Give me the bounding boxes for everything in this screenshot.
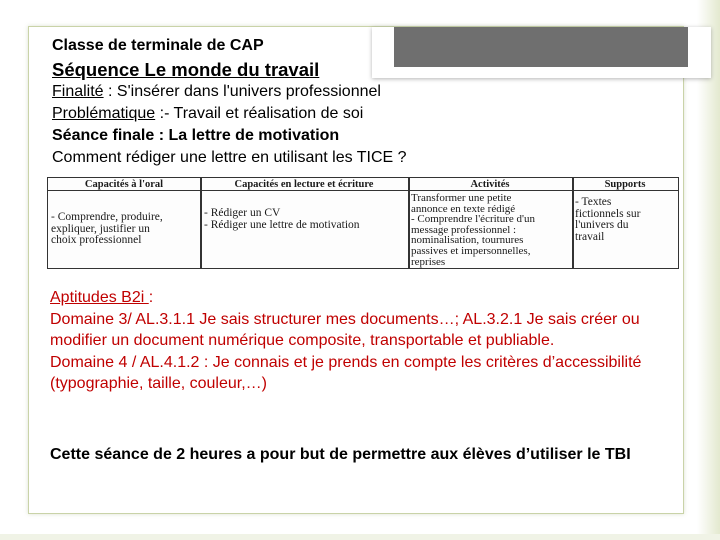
domaine4-text: Domaine 4 / AL.4.1.2 : Je connais et je prends en compte les critères d’accessibilité (typographie, taille, couleur,…) — [50, 353, 642, 392]
finalite-line — [52, 83, 381, 101]
table-header-lecture: Capacités en lecture et écriture — [200, 178, 408, 191]
question-line: Comment rédiger une lettre en utilisant les TICE ? — [52, 149, 407, 166]
aptitudes-colon: : — [148, 289, 154, 306]
title-tab-decoration — [372, 27, 711, 78]
class-line: Classe de terminale de CAP — [52, 37, 264, 54]
domaine3-text: Domaine 3/ AL.3.1.1 Je sais structurer mes documents…; AL.3.2.1 Je sais créer ou modifier un document numérique composite, transportable et publiable. — [50, 310, 640, 349]
finalite-label: Finalité — [52, 83, 104, 100]
title-tab-fill — [394, 27, 688, 67]
table-cell-lecture: - Rédiger un CV - Rédiger une lettre de motivation — [204, 207, 360, 231]
table-cell-activites: Transformer une petite annonce en texte rédigé - Comprendre l'écriture d'un message professionnel : nominalisation, tournures passives et impersonnelles, reprises — [411, 192, 536, 268]
table-header-supports: Supports — [572, 178, 678, 191]
finalite-text: : S'insérer dans l'univers professionnel — [103, 83, 381, 100]
table-divider — [408, 178, 410, 268]
seance-line: Séance finale : La lettre de motivation — [52, 127, 340, 144]
aptitudes-title: Aptitudes B2i — [50, 289, 149, 306]
table-header-oral: Capacités à l'oral — [48, 178, 200, 191]
capacities-table — [47, 177, 679, 269]
table-cell-supports: - Textes fictionnels sur l'univers du travail — [575, 196, 641, 243]
problematique-text: :- Travail et réalisation de soi — [155, 105, 364, 122]
table-header-activites: Activités — [408, 178, 572, 191]
problematique-line — [52, 105, 363, 123]
closing-statement: Cette séance de 2 heures a pour but de permettre aux élèves d’utiliser le TBI — [50, 446, 631, 463]
decorative-bottom-band — [0, 534, 720, 540]
decorative-side-strip — [697, 0, 720, 540]
sequence-title: Séquence Le monde du travail — [52, 59, 320, 80]
table-divider — [200, 178, 202, 268]
table-cell-oral: - Comprendre, produire, expliquer, justifier un choix professionnel — [51, 211, 163, 246]
aptitudes-title-line — [50, 287, 680, 309]
problematique-label: Problématique — [52, 105, 156, 122]
aptitudes-block — [50, 287, 680, 395]
